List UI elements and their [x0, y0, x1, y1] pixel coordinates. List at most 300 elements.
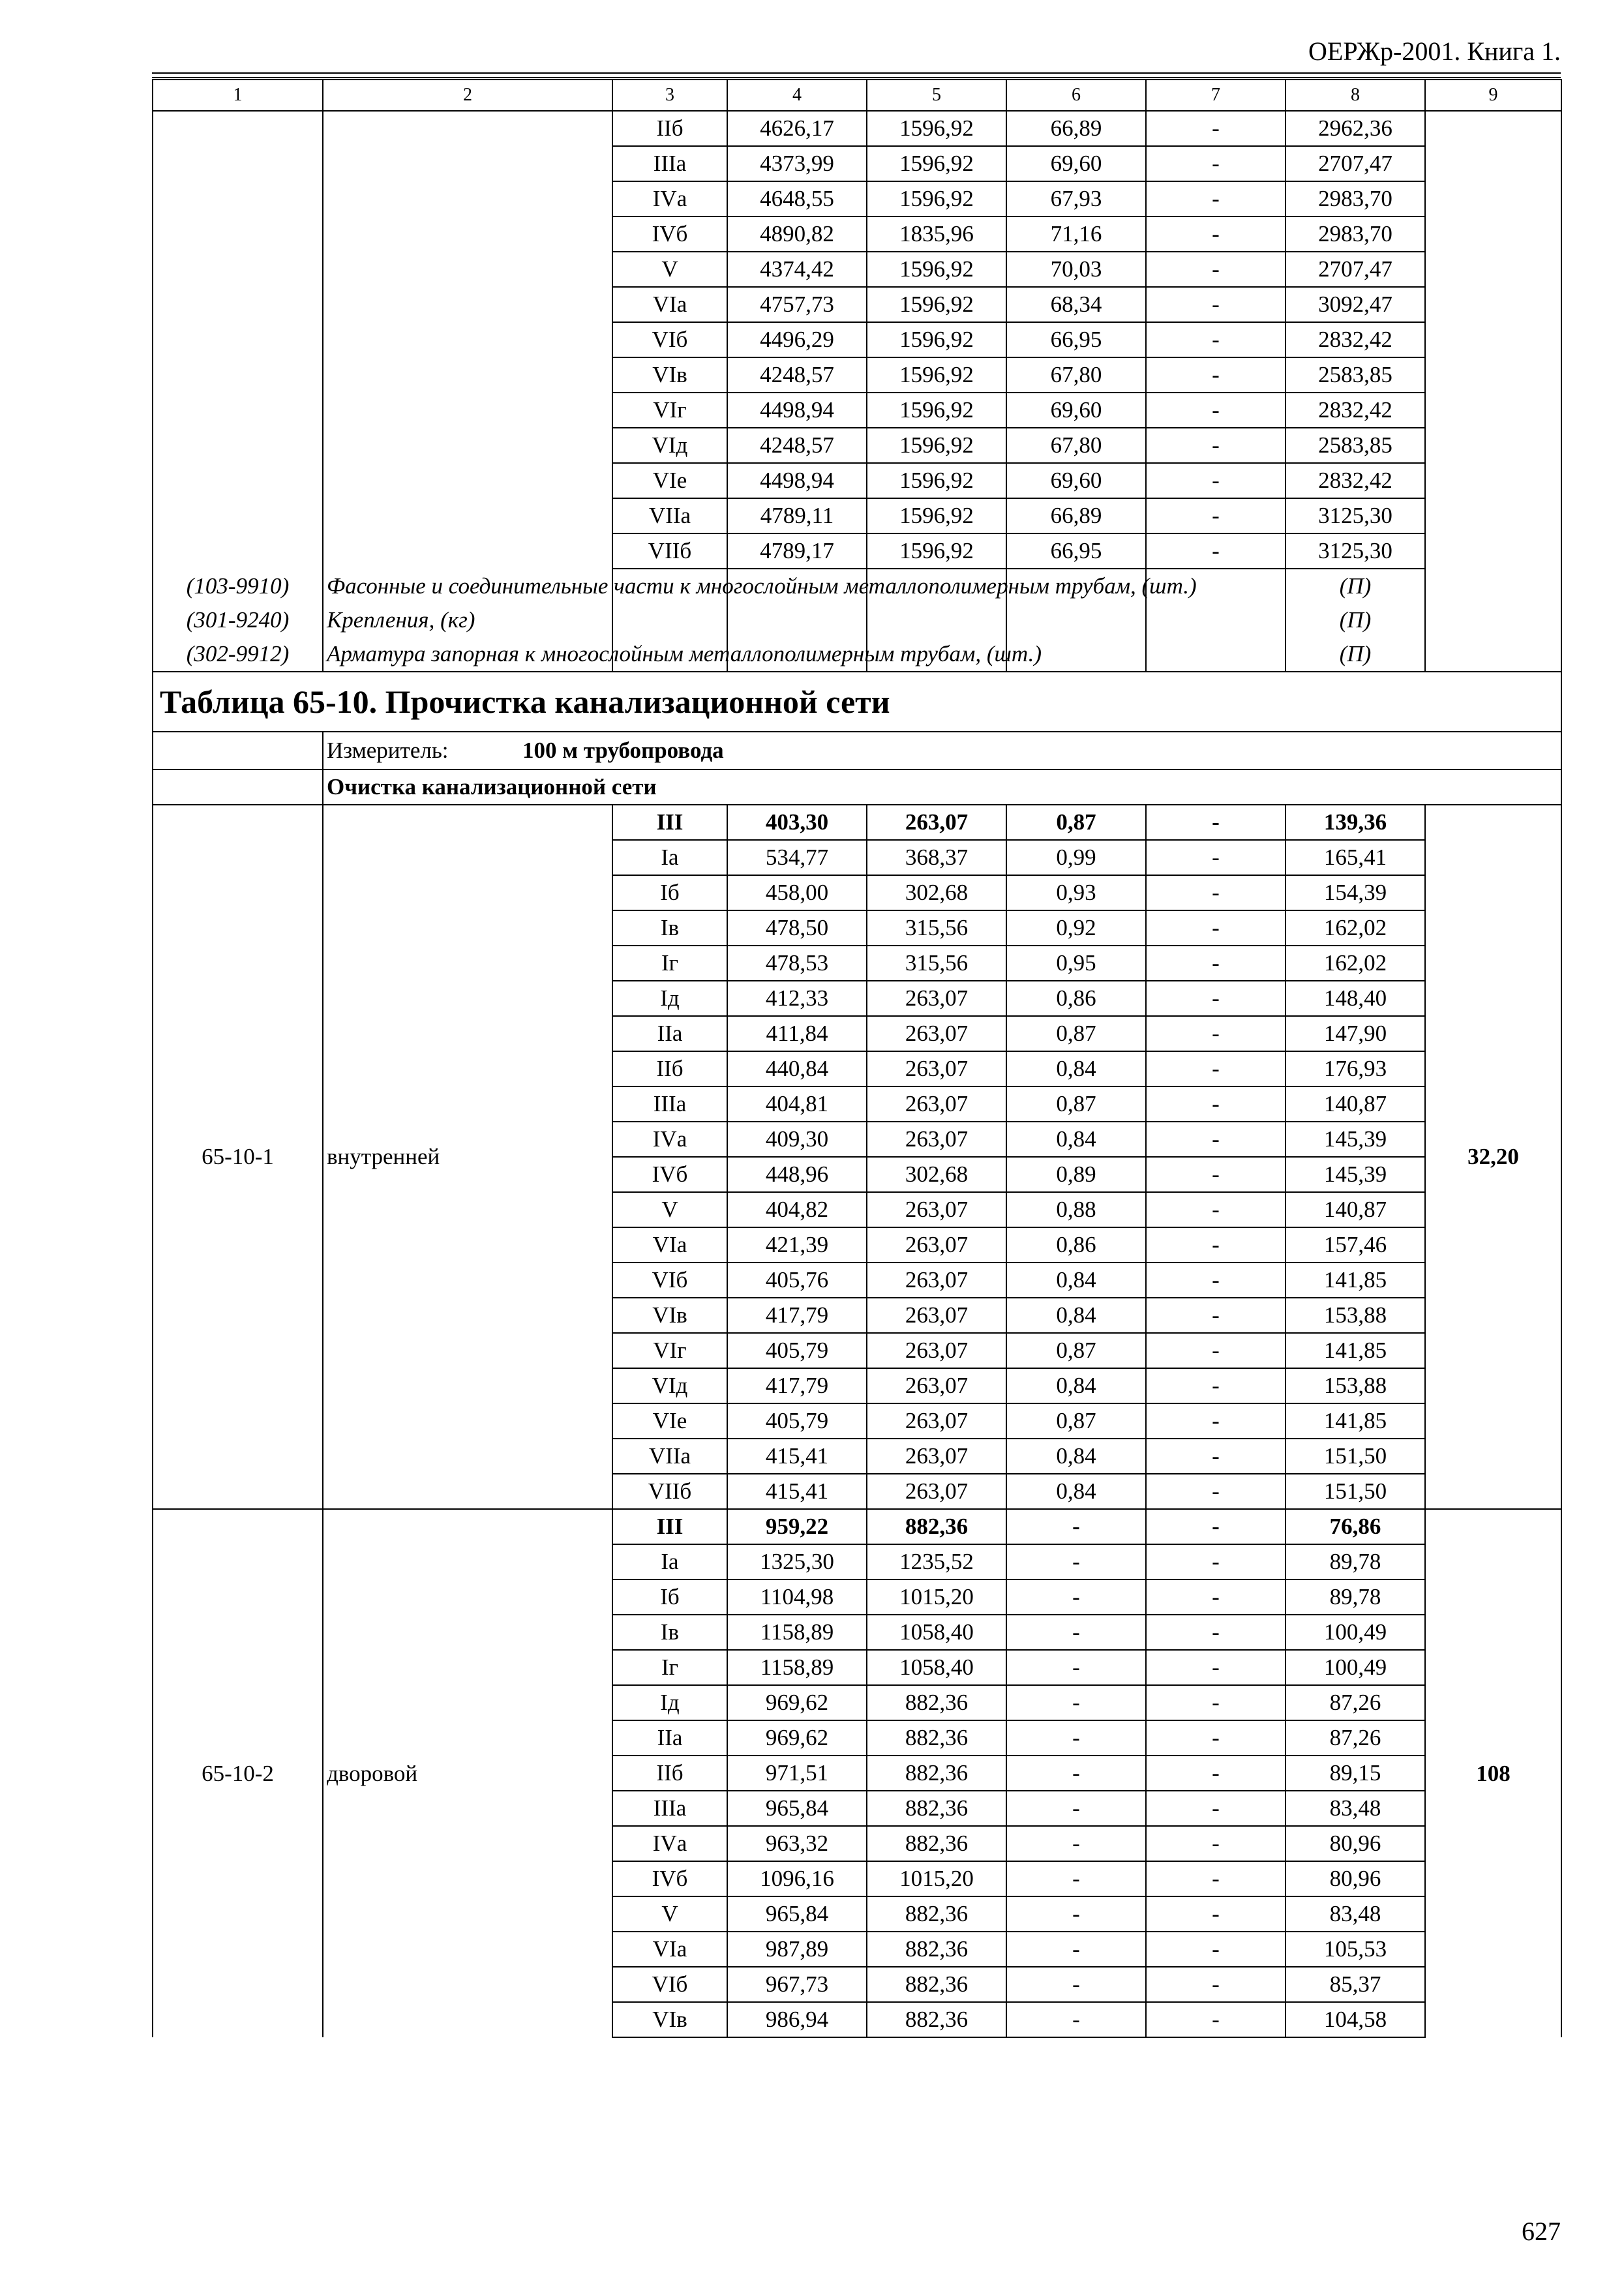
- materials-cost-cell: 87,26: [1286, 1720, 1425, 1756]
- machinist-wage-cell: -: [1146, 1544, 1286, 1579]
- resource-class-cell: VIв: [612, 2002, 727, 2037]
- resource-class-cell: Iд: [612, 1685, 727, 1720]
- machine-cost-cell: 0,84: [1006, 1051, 1146, 1086]
- direct-cost-cell: 4626,17: [727, 111, 867, 146]
- labor-cost-cell: 263,07: [867, 1016, 1006, 1051]
- section-title: Очистка канализационной сети: [323, 770, 1561, 805]
- materials-cost-cell: 141,85: [1286, 1403, 1425, 1439]
- machine-cost-cell: 69,60: [1006, 146, 1146, 181]
- direct-cost-cell: 965,84: [727, 1791, 867, 1826]
- material-code: (302-9912): [153, 637, 323, 672]
- materials-cost-cell: 162,02: [1286, 910, 1425, 946]
- materials-cost-cell: 87,26: [1286, 1685, 1425, 1720]
- materials-cost-cell: 151,50: [1286, 1439, 1425, 1474]
- measure-label: Измеритель:: [327, 738, 449, 763]
- direct-cost-cell: 4374,42: [727, 252, 867, 287]
- direct-cost-cell: 409,30: [727, 1122, 867, 1157]
- machinist-wage-cell: -: [1146, 287, 1286, 322]
- machine-cost-cell: -: [1006, 1896, 1146, 1932]
- table-row: [153, 805, 1561, 840]
- labor-cost-cell: 1596,92: [867, 322, 1006, 357]
- code-cell: [153, 111, 323, 569]
- labor-cost-cell: 1596,92: [867, 428, 1006, 463]
- materials-cost-cell: 140,87: [1286, 1086, 1425, 1122]
- machine-cost-cell: -: [1006, 1615, 1146, 1650]
- machinist-wage-cell: -: [1146, 840, 1286, 875]
- machinist-wage-cell: -: [1146, 111, 1286, 146]
- machine-cost-cell: -: [1006, 2002, 1146, 2037]
- direct-cost-cell: 1325,30: [727, 1544, 867, 1579]
- resource-class-cell: VIб: [612, 1967, 727, 2002]
- direct-cost-cell: 411,84: [727, 1016, 867, 1051]
- direct-cost-cell: 987,89: [727, 1932, 867, 1967]
- resource-class-cell: VIIа: [612, 1439, 727, 1474]
- resource-class-cell: VIв: [612, 357, 727, 393]
- direct-cost-cell: 478,53: [727, 946, 867, 981]
- material-code: (301-9240): [153, 603, 323, 637]
- resource-class-cell: Iв: [612, 1615, 727, 1650]
- machine-cost-cell: -: [1006, 1579, 1146, 1615]
- labor-cost-cell: 1596,92: [867, 146, 1006, 181]
- labor-cost-cell: 1015,20: [867, 1861, 1006, 1896]
- materials-cost-cell: 2832,42: [1286, 322, 1425, 357]
- machine-cost-cell: 0,86: [1006, 981, 1146, 1016]
- materials-cost-cell: 140,87: [1286, 1192, 1425, 1227]
- machine-cost-cell: -: [1006, 1932, 1146, 1967]
- material-code: (103-9910): [153, 569, 323, 603]
- resource-class-cell: Iг: [612, 946, 727, 981]
- resource-class-cell: VIIб: [612, 1474, 727, 1509]
- machine-cost-cell: 70,03: [1006, 252, 1146, 287]
- machinist-wage-cell: -: [1146, 1509, 1286, 1544]
- machinist-wage-cell: -: [1146, 1791, 1286, 1826]
- machine-cost-cell: 0,88: [1006, 1192, 1146, 1227]
- labor-cost-cell: 263,07: [867, 1439, 1006, 1474]
- machine-cost-cell: -: [1006, 1650, 1146, 1685]
- machine-cost-cell: 0,93: [1006, 875, 1146, 910]
- machinist-wage-cell: -: [1146, 181, 1286, 217]
- materials-cost-cell: 2983,70: [1286, 217, 1425, 252]
- labor-cost-cell: 1058,40: [867, 1615, 1006, 1650]
- column-number-row: [153, 80, 1561, 111]
- measure-row: [153, 732, 1561, 770]
- machine-cost-cell: -: [1006, 1685, 1146, 1720]
- norm-value: 32,20: [1425, 805, 1561, 1509]
- machinist-wage-cell: -: [1146, 1263, 1286, 1298]
- materials-cost-cell: 89,78: [1286, 1579, 1425, 1615]
- machinist-wage-cell: -: [1146, 146, 1286, 181]
- labor-cost-cell: 882,36: [867, 1509, 1006, 1544]
- machine-cost-cell: 0,89: [1006, 1157, 1146, 1192]
- machine-cost-cell: -: [1006, 1720, 1146, 1756]
- direct-cost-cell: 1096,16: [727, 1861, 867, 1896]
- labor-cost-cell: 1596,92: [867, 111, 1006, 146]
- machine-cost-cell: 0,84: [1006, 1474, 1146, 1509]
- materials-cost-cell: 2583,85: [1286, 428, 1425, 463]
- resource-class-cell: IIIа: [612, 1086, 727, 1122]
- materials-cost-cell: 2707,47: [1286, 146, 1425, 181]
- rate-name: внутренней: [323, 805, 612, 1509]
- direct-cost-cell: 415,41: [727, 1439, 867, 1474]
- materials-cost-cell: 141,85: [1286, 1333, 1425, 1368]
- resource-class-cell: IVа: [612, 1826, 727, 1861]
- resource-class-cell: Iд: [612, 981, 727, 1016]
- page-number: 627: [1522, 2217, 1561, 2246]
- labor-cost-cell: 882,36: [867, 1720, 1006, 1756]
- resource-class-cell: V: [612, 1192, 727, 1227]
- empty-cell: [727, 603, 867, 637]
- resource-class-cell: Iб: [612, 1579, 727, 1615]
- direct-cost-cell: 417,79: [727, 1368, 867, 1403]
- material-name: Крепления, (кг): [323, 603, 612, 637]
- material-value: (П): [1286, 637, 1425, 672]
- labor-cost-cell: 1596,92: [867, 287, 1006, 322]
- machine-cost-cell: 66,89: [1006, 498, 1146, 533]
- machinist-wage-cell: -: [1146, 1650, 1286, 1685]
- direct-cost-cell: 4498,94: [727, 463, 867, 498]
- column-number-cell: 7: [1146, 80, 1286, 111]
- resource-class-cell: VIIб: [612, 533, 727, 569]
- name-cell: [323, 111, 612, 569]
- labor-cost-cell: 302,68: [867, 1157, 1006, 1192]
- machinist-wage-cell: -: [1146, 1192, 1286, 1227]
- machine-cost-cell: -: [1006, 1791, 1146, 1826]
- machinist-wage-cell: -: [1146, 1474, 1286, 1509]
- direct-cost-cell: 412,33: [727, 981, 867, 1016]
- labor-cost-cell: 882,36: [867, 1826, 1006, 1861]
- machinist-wage-cell: -: [1146, 805, 1286, 840]
- direct-cost-cell: 4757,73: [727, 287, 867, 322]
- labor-cost-cell: 1058,40: [867, 1650, 1006, 1685]
- direct-cost-cell: 986,94: [727, 2002, 867, 2037]
- machinist-wage-cell: -: [1146, 1227, 1286, 1263]
- labor-cost-cell: 1235,52: [867, 1544, 1006, 1579]
- direct-cost-cell: 1104,98: [727, 1579, 867, 1615]
- materials-cost-cell: 176,93: [1286, 1051, 1425, 1086]
- direct-cost-cell: 421,39: [727, 1227, 867, 1263]
- material-row: [153, 569, 1561, 603]
- materials-cost-cell: 162,02: [1286, 946, 1425, 981]
- labor-cost-cell: 263,07: [867, 981, 1006, 1016]
- machine-cost-cell: 0,87: [1006, 1403, 1146, 1439]
- resource-class-cell: IVа: [612, 1122, 727, 1157]
- column-number-cell: 3: [612, 80, 727, 111]
- resource-class-cell: Iв: [612, 910, 727, 946]
- materials-cost-cell: 80,96: [1286, 1861, 1425, 1896]
- material-name: Фасонные и соединительные части к многослойным металлополимерным трубам, (шт.): [323, 569, 612, 603]
- material-value: (П): [1286, 603, 1425, 637]
- machine-cost-cell: 0,87: [1006, 1016, 1146, 1051]
- machine-cost-cell: 0,99: [1006, 840, 1146, 875]
- labor-cost-cell: 368,37: [867, 840, 1006, 875]
- empty-cell: [612, 603, 727, 637]
- resource-class-cell: Iа: [612, 1544, 727, 1579]
- labor-cost-cell: 263,07: [867, 1263, 1006, 1298]
- direct-cost-cell: 1158,89: [727, 1615, 867, 1650]
- direct-cost-cell: 405,76: [727, 1263, 867, 1298]
- direct-cost-cell: 4248,57: [727, 357, 867, 393]
- machinist-wage-cell: -: [1146, 1333, 1286, 1368]
- machinist-wage-cell: -: [1146, 428, 1286, 463]
- labor-cost-cell: 263,07: [867, 805, 1006, 840]
- machinist-wage-cell: -: [1146, 498, 1286, 533]
- resource-class-cell: IVб: [612, 217, 727, 252]
- table-row: [153, 111, 1561, 146]
- materials-cost-cell: 89,78: [1286, 1544, 1425, 1579]
- labor-cost-cell: 263,07: [867, 1403, 1006, 1439]
- machinist-wage-cell: -: [1146, 217, 1286, 252]
- materials-cost-cell: 148,40: [1286, 981, 1425, 1016]
- labor-cost-cell: 263,07: [867, 1227, 1006, 1263]
- resource-class-cell: IIа: [612, 1720, 727, 1756]
- rate-code: 65-10-1: [153, 805, 323, 1509]
- measure-cell: [323, 732, 1561, 770]
- materials-cost-cell: 76,86: [1286, 1509, 1425, 1544]
- machine-cost-cell: 69,60: [1006, 463, 1146, 498]
- empty-cell: [153, 770, 323, 805]
- rates-table-body: [153, 80, 1561, 2037]
- norm-value: 108: [1425, 1509, 1561, 2037]
- material-name: Арматура запорная к многослойным металлополимерным трубам, (шт.): [323, 637, 612, 672]
- direct-cost-cell: 478,50: [727, 910, 867, 946]
- resource-class-cell: VIб: [612, 1263, 727, 1298]
- resource-class-cell: Iа: [612, 840, 727, 875]
- table-title-row: [153, 672, 1561, 732]
- resource-class-cell: IIб: [612, 1051, 727, 1086]
- machine-cost-cell: -: [1006, 1509, 1146, 1544]
- materials-cost-cell: 100,49: [1286, 1615, 1425, 1650]
- materials-cost-cell: 151,50: [1286, 1474, 1425, 1509]
- labor-cost-cell: 263,07: [867, 1122, 1006, 1157]
- machinist-wage-cell: -: [1146, 1685, 1286, 1720]
- machine-cost-cell: 0,84: [1006, 1122, 1146, 1157]
- resource-class-cell: VIг: [612, 1333, 727, 1368]
- empty-cell: [867, 603, 1006, 637]
- material-value: (П): [1286, 569, 1425, 603]
- resource-class-cell: VIа: [612, 1227, 727, 1263]
- labor-cost-cell: 263,07: [867, 1333, 1006, 1368]
- machine-cost-cell: -: [1006, 1967, 1146, 2002]
- machine-cost-cell: 67,93: [1006, 181, 1146, 217]
- labor-cost-cell: 882,36: [867, 1685, 1006, 1720]
- labor-cost-cell: 263,07: [867, 1298, 1006, 1333]
- labor-cost-cell: 1596,92: [867, 181, 1006, 217]
- rate-name: дворовой: [323, 1509, 612, 2037]
- resource-class-cell: IIб: [612, 111, 727, 146]
- column-number-cell: 4: [727, 80, 867, 111]
- direct-cost-cell: 417,79: [727, 1298, 867, 1333]
- material-row: [153, 637, 1561, 672]
- direct-cost-cell: 4498,94: [727, 393, 867, 428]
- direct-cost-cell: 969,62: [727, 1685, 867, 1720]
- direct-cost-cell: 4648,55: [727, 181, 867, 217]
- machinist-wage-cell: -: [1146, 393, 1286, 428]
- direct-cost-cell: 965,84: [727, 1896, 867, 1932]
- column-number-cell: 9: [1425, 80, 1561, 111]
- machinist-wage-cell: -: [1146, 1403, 1286, 1439]
- resource-class-cell: IVб: [612, 1861, 727, 1896]
- materials-cost-cell: 2707,47: [1286, 252, 1425, 287]
- materials-cost-cell: 2583,85: [1286, 357, 1425, 393]
- labor-cost-cell: 1596,92: [867, 252, 1006, 287]
- labor-cost-cell: 263,07: [867, 1474, 1006, 1509]
- empty-cell: [1006, 603, 1146, 637]
- table-title: Таблица 65-10. Прочистка канализационной сети: [153, 672, 1561, 732]
- extra-cell: [1425, 111, 1561, 672]
- rate-code: 65-10-2: [153, 1509, 323, 2037]
- machinist-wage-cell: -: [1146, 1051, 1286, 1086]
- machine-cost-cell: -: [1006, 1826, 1146, 1861]
- table-row: [153, 1509, 1561, 1544]
- direct-cost-cell: 404,82: [727, 1192, 867, 1227]
- machine-cost-cell: 0,95: [1006, 946, 1146, 981]
- resource-class-cell: VIб: [612, 322, 727, 357]
- column-number-cell: 8: [1286, 80, 1425, 111]
- direct-cost-cell: 415,41: [727, 1474, 867, 1509]
- direct-cost-cell: 4496,29: [727, 322, 867, 357]
- materials-cost-cell: 153,88: [1286, 1298, 1425, 1333]
- machinist-wage-cell: -: [1146, 946, 1286, 981]
- machine-cost-cell: 71,16: [1006, 217, 1146, 252]
- resource-class-cell: IIб: [612, 1756, 727, 1791]
- machinist-wage-cell: -: [1146, 1615, 1286, 1650]
- machinist-wage-cell: -: [1146, 1086, 1286, 1122]
- direct-cost-cell: 4373,99: [727, 146, 867, 181]
- materials-cost-cell: 83,48: [1286, 1791, 1425, 1826]
- machinist-wage-cell: -: [1146, 1861, 1286, 1896]
- materials-cost-cell: 145,39: [1286, 1157, 1425, 1192]
- resource-class-cell: VIа: [612, 287, 727, 322]
- direct-cost-cell: 440,84: [727, 1051, 867, 1086]
- machinist-wage-cell: -: [1146, 1896, 1286, 1932]
- direct-cost-cell: 403,30: [727, 805, 867, 840]
- resource-class-cell: VIг: [612, 393, 727, 428]
- column-number-cell: 2: [323, 80, 612, 111]
- materials-cost-cell: 105,53: [1286, 1932, 1425, 1967]
- resource-class-cell: VIе: [612, 463, 727, 498]
- machinist-wage-cell: -: [1146, 1579, 1286, 1615]
- resource-class-cell: IIа: [612, 1016, 727, 1051]
- resource-class-cell: IVб: [612, 1157, 727, 1192]
- direct-cost-cell: 1158,89: [727, 1650, 867, 1685]
- machine-cost-cell: 67,80: [1006, 428, 1146, 463]
- labor-cost-cell: 1596,92: [867, 357, 1006, 393]
- materials-cost-cell: 2983,70: [1286, 181, 1425, 217]
- materials-cost-cell: 141,85: [1286, 1263, 1425, 1298]
- header-rule: [152, 72, 1561, 74]
- rates-table: [152, 79, 1562, 2038]
- labor-cost-cell: 302,68: [867, 875, 1006, 910]
- resource-class-cell: VIа: [612, 1932, 727, 1967]
- labor-cost-cell: 263,07: [867, 1368, 1006, 1403]
- machinist-wage-cell: -: [1146, 1967, 1286, 2002]
- materials-cost-cell: 154,39: [1286, 875, 1425, 910]
- materials-cost-cell: 157,46: [1286, 1227, 1425, 1263]
- materials-cost-cell: 3125,30: [1286, 533, 1425, 569]
- section-title-row: [153, 770, 1561, 805]
- direct-cost-cell: 967,73: [727, 1967, 867, 2002]
- materials-cost-cell: 139,36: [1286, 805, 1425, 840]
- header-rule: [152, 77, 1561, 78]
- machine-cost-cell: 67,80: [1006, 357, 1146, 393]
- labor-cost-cell: 1596,92: [867, 463, 1006, 498]
- labor-cost-cell: 1596,92: [867, 393, 1006, 428]
- machinist-wage-cell: -: [1146, 875, 1286, 910]
- labor-cost-cell: 1015,20: [867, 1579, 1006, 1615]
- direct-cost-cell: 4890,82: [727, 217, 867, 252]
- measure-value: 100 м трубопровода: [522, 738, 724, 763]
- document-header-title: ОЕРЖр-2001. Книга 1.: [1308, 37, 1561, 66]
- resource-class-cell: IVа: [612, 181, 727, 217]
- labor-cost-cell: 882,36: [867, 1967, 1006, 2002]
- labor-cost-cell: 263,07: [867, 1192, 1006, 1227]
- machinist-wage-cell: -: [1146, 533, 1286, 569]
- materials-cost-cell: 3092,47: [1286, 287, 1425, 322]
- resource-class-cell: III: [612, 1509, 727, 1544]
- direct-cost-cell: 448,96: [727, 1157, 867, 1192]
- machine-cost-cell: 0,84: [1006, 1439, 1146, 1474]
- labor-cost-cell: 315,56: [867, 910, 1006, 946]
- machine-cost-cell: 66,95: [1006, 533, 1146, 569]
- materials-cost-cell: 2962,36: [1286, 111, 1425, 146]
- machine-cost-cell: -: [1006, 1861, 1146, 1896]
- direct-cost-cell: 534,77: [727, 840, 867, 875]
- materials-cost-cell: 3125,30: [1286, 498, 1425, 533]
- materials-cost-cell: 80,96: [1286, 1826, 1425, 1861]
- resource-class-cell: VIе: [612, 1403, 727, 1439]
- direct-cost-cell: 405,79: [727, 1333, 867, 1368]
- machinist-wage-cell: -: [1146, 1122, 1286, 1157]
- materials-cost-cell: 165,41: [1286, 840, 1425, 875]
- resource-class-cell: III: [612, 805, 727, 840]
- resource-class-cell: V: [612, 1896, 727, 1932]
- resource-class-cell: IIIа: [612, 1791, 727, 1826]
- machinist-wage-cell: -: [1146, 1720, 1286, 1756]
- labor-cost-cell: 882,36: [867, 1756, 1006, 1791]
- labor-cost-cell: 263,07: [867, 1086, 1006, 1122]
- resource-class-cell: V: [612, 252, 727, 287]
- machinist-wage-cell: -: [1146, 1157, 1286, 1192]
- machinist-wage-cell: -: [1146, 1826, 1286, 1861]
- materials-cost-cell: 2832,42: [1286, 463, 1425, 498]
- column-number-cell: 1: [153, 80, 323, 111]
- material-row: [153, 603, 1561, 637]
- direct-cost-cell: 963,32: [727, 1826, 867, 1861]
- direct-cost-cell: 959,22: [727, 1509, 867, 1544]
- machine-cost-cell: 66,95: [1006, 322, 1146, 357]
- machine-cost-cell: 0,92: [1006, 910, 1146, 946]
- machinist-wage-cell: -: [1146, 463, 1286, 498]
- empty-cell: [1146, 637, 1286, 672]
- resource-class-cell: Iб: [612, 875, 727, 910]
- machine-cost-cell: 0,87: [1006, 805, 1146, 840]
- labor-cost-cell: 1596,92: [867, 533, 1006, 569]
- machinist-wage-cell: -: [1146, 1016, 1286, 1051]
- empty-cell: [153, 732, 323, 770]
- column-number-cell: 6: [1006, 80, 1146, 111]
- direct-cost-cell: 405,79: [727, 1403, 867, 1439]
- labor-cost-cell: 1835,96: [867, 217, 1006, 252]
- materials-cost-cell: 104,58: [1286, 2002, 1425, 2037]
- labor-cost-cell: 882,36: [867, 1791, 1006, 1826]
- machine-cost-cell: 0,84: [1006, 1263, 1146, 1298]
- materials-cost-cell: 145,39: [1286, 1122, 1425, 1157]
- resource-class-cell: VIд: [612, 1368, 727, 1403]
- machinist-wage-cell: -: [1146, 1298, 1286, 1333]
- machinist-wage-cell: -: [1146, 981, 1286, 1016]
- direct-cost-cell: 969,62: [727, 1720, 867, 1756]
- materials-cost-cell: 100,49: [1286, 1650, 1425, 1685]
